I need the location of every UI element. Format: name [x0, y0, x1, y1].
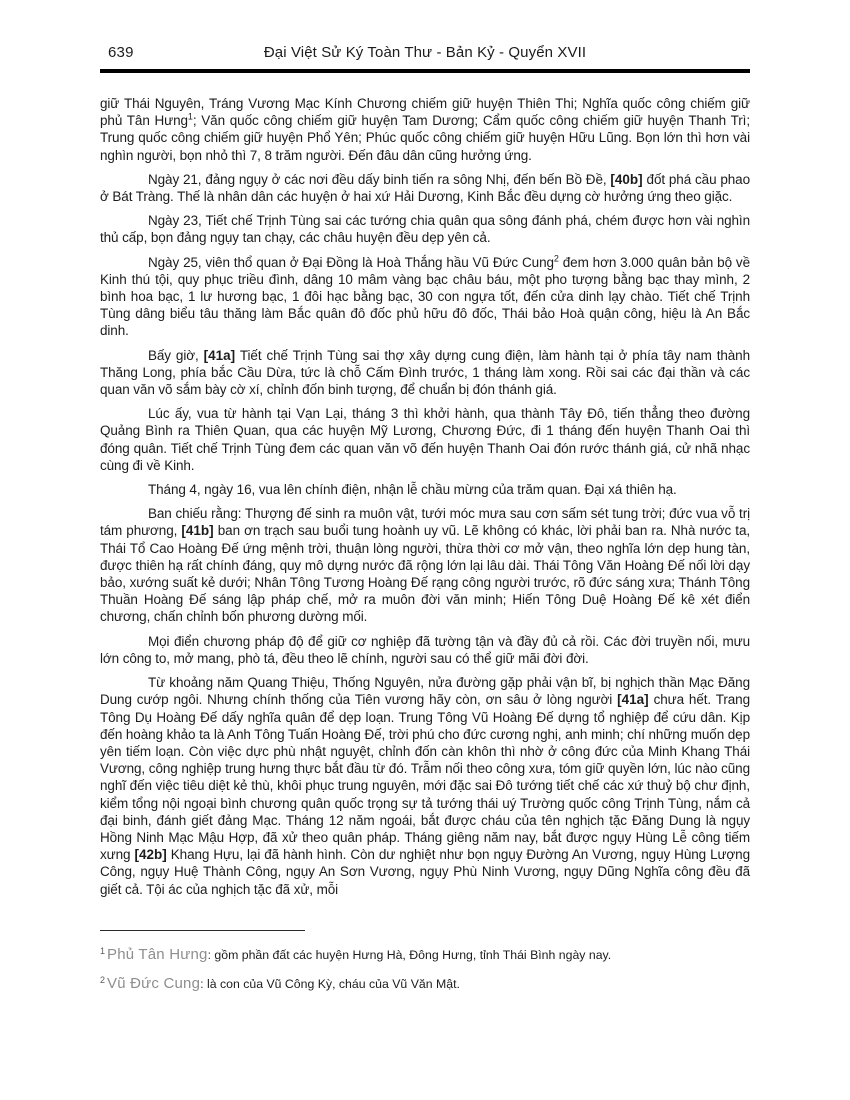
- folio-marker: [40b]: [610, 171, 643, 187]
- header-rule: [100, 69, 750, 73]
- footnote-colon: :: [200, 977, 204, 991]
- footnote: [100, 946, 750, 964]
- document-body: [100, 95, 750, 905]
- footnote: [100, 975, 750, 993]
- paragraph: [100, 171, 750, 205]
- text-run: Từ khoảng năm Quang Thiệu, Thống Nguyên, nửa đường gặp phải vận bĩ, bị nghịch thần Mạc Đăng Dung cướp ngôi. Nhưng chính thống của Tiên vương hãy còn, ơn sâu ở lòng người: [100, 675, 750, 708]
- header-row: [100, 44, 750, 64]
- page-number: 639: [108, 44, 134, 61]
- paragraph: [100, 95, 750, 164]
- footnote-number: 1: [100, 945, 106, 956]
- text-run: Tháng 4, ngày 16, vua lên chính điện, nhận lễ chầu mừng của trăm quan. Đại xá thiên hạ.: [148, 482, 677, 498]
- paragraph: [100, 633, 750, 667]
- text-run: Mọi điển chương pháp độ để giữ cơ nghiệp đã tường tận và đầy đủ cả rồi. Các đời truyền nối, mưu lớn công to, mở mang, phò tá, đều theo lẽ chính, người sau có thể giữ mãi đời đời.: [100, 633, 750, 666]
- paragraph: [100, 674, 750, 898]
- folio-marker: [42b]: [134, 847, 167, 863]
- footnote-ref: 2: [553, 253, 559, 264]
- text-run: chưa hết. Trang Tông Dụ Hoàng Đế dấy nghĩa quân để dẹp loạn. Trung Tông Vũ Hoàng Đế dựng tổ nghiệp để cứu dân. Kịp đến hoàng khảo ta là Anh Tông Tuấn Hoàng Đế, trời phú cho đức cương nghị, anh minh; chí những muốn dẹp yên tiếm loạn. Còn việc dực phù nhật nguyệt, chỉnh đốn càn khôn thì nhờ ở công đức của Minh Khang Thái Vương, công nghiệp trung hưng thực bắt đầu từ đó. Trẫm nối theo công xưa, tóm giữ quyền lớn, lúc nào cũng nghĩ đến việc tiêu diệt kẻ thù, khôi phục trung nguyên, mới đặc sai Đô tướng tiết chế các xứ thuỷ bộ chư định, kiểm tổng nội ngoại bình chương quân quốc trọng sự tả tướng thái uý Trường quốc công Trịnh Tùng, nắm cả đại binh, đánh giết đảng Mạc. Tháng 12 năm ngoái, bắt được cháu của tên nghịch tặc Đăng Dung là ngụy Hồng Ninh Mạc Mậu Hợp, đã xử theo quân pháp. Tháng giêng năm nay, bắt được ngụy Hùng Lễ công tiếm xưng: [100, 692, 750, 863]
- footnote-term: Phủ Tân Hưng: [107, 946, 208, 963]
- page-header: [100, 44, 750, 73]
- text-run: Ban chiếu rằng: Thượng đế sinh ra muôn vật, tưới móc mưa sau cơn sấm sét tung trời; đức vua vỗ trị tám phương,: [100, 506, 750, 539]
- text-run: Lúc ấy, vua từ hành tại Vạn Lại, tháng 3 thì khởi hành, qua thành Tây Đô, tiến thẳng theo đường Quảng Bình ra Thiên Quan, qua các huyện Mỹ Lương, Chương Đức, đi 1 tháng đến huyện Thanh Oai thì đóng quân. Tiết chế Trịnh Tùng đem các quan văn võ đến huyện Thanh Oai đón rước thánh giá, cử nhã nhạc cùng đi về Kinh.: [100, 406, 750, 473]
- text-run: ; Văn quốc công chiếm giữ huyện Tam Dương; Cẩm quốc công chiếm giữ huyện Thanh Trì; Trung quốc công chiếm giữ huyện Phổ Yên; Phúc quốc công chiếm giữ huyện Hữu Lũng. Bọn lớn thì hơn vài nghìn người, bọn nhỏ thì 7, 8 trăm người. Đến đâu dân cũng hưởng ứng.: [100, 113, 750, 163]
- footnote-definition: gồm phần đất các huyện Hưng Hà, Đông Hưng, tỉnh Thái Bình ngày nay.: [211, 948, 612, 962]
- footnote-rule: [100, 930, 305, 931]
- text-run: đốt phá cầu phao ở Bát Tràng. Thế là nhân dân các huyện ở hai xứ Hải Dương, Kinh Bắc đều dựng cờ hưởng ứng theo giặc.: [100, 171, 750, 205]
- footnote-term: Vũ Đức Cung: [107, 975, 201, 992]
- paragraph: [100, 254, 750, 340]
- folio-marker: [41b]: [181, 523, 214, 539]
- paragraph: [100, 212, 750, 246]
- footnote-ref: 1: [187, 111, 193, 122]
- page-title: Đại Việt Sử Ký Toàn Thư - Bản Kỷ - Quyển XVII: [263, 44, 587, 61]
- text-run: Ngày 23, Tiết chế Trịnh Tùng sai các tướng chia quân qua sông đánh phá, chém được hơn vài nghìn thủ cấp, bọn đảng ngụy tan chạy, các châu huyện đều dẹp yên cả.: [100, 213, 750, 246]
- text-run: Tiết chế Trịnh Tùng sai thợ xây dựng cung điện, làm hành tại ở phía tây nam thành Thăng Long, phía bắc Cầu Dừa, tức là chỗ Cấm Đình trước, 1 tháng làm xong. Rồi sai các đại thần và các quan văn võ sắm bày cờ xí, chỉnh đốn binh tượng, để chuẩn bị đón thánh giá.: [100, 347, 750, 398]
- folio-marker: [41a]: [617, 692, 649, 708]
- text-run: Bấy giờ,: [148, 347, 204, 363]
- footnote-colon: :: [207, 948, 211, 962]
- footnote-area: [100, 930, 750, 1004]
- paragraph: [100, 505, 750, 625]
- text-run: ban ơn trạch sau buổi tung hoành uy vũ. Lẽ không có khác, lời phải ban ra. Nhà nước ta, Thái Tổ Cao Hoàng Đế ứng mệnh trời, thuận lòng người, thừa thời cơ mở vận, theo nghĩa lớn dẹp hung tàn, được thiên hạ rất chính đáng, quy mô dựng nước đã rộng lớn lại lâu dài. Thái Tông Văn Hoàng Đế nối lời dạy bảo, xướng suất kẻ dưới; Nhân Tông Tương Hoàng Đế rạng công người trước, rõ đức sáng xưa; Thánh Tông Thuần Hoàng Đế sáng lập pháp chế, mở ra muôn đời văn minh; Hiến Tông Duệ Hoàng Đế kê xét điển chương, chấn chỉnh bốn phương dường mối.: [100, 523, 751, 625]
- text-run: đem hơn 3.000 quân bản bộ về Kinh thú tội, quy phục triều đình, dâng 10 mâm vàng bạc châu báu, một pho tượng bằng bạc thay mình, 2 bình hoa bạc, 1 lư hương bạc, 1 đôi hạc bằng bạc, 30 con ngựa tốt, đến cửa dinh lạy chào. Tiết chế Trịnh Tùng dâng biểu tâu thăng làm Bắc quân đô đốc phủ hữu đô đốc, Thái bảo Hoà quận công, hiệu là An Bắc dinh.: [100, 254, 750, 339]
- paragraph: [100, 481, 750, 498]
- text-run: Ngày 21, đảng ngụy ở các nơi đều dấy binh tiến ra sông Nhị, đến bến Bồ Đề,: [148, 171, 611, 187]
- footnote-number: 2: [100, 974, 106, 985]
- text-run: Khang Hựu, lại đã hành hình. Còn dư nghiệt như bọn ngụy Đường An Vương, ngụy Hùng Lượng Công, ngụy Huệ Thành Công, ngụy An Sơn Vương, ngụy Phù Ninh Vương, ngụy Dũng Nghĩa công đều đã giết cả. Tội ác của nghịch tặc đã xử, mỗi: [100, 847, 750, 897]
- folio-marker: [41a]: [203, 347, 236, 363]
- footnotes: [100, 946, 750, 993]
- text-run: Ngày 25, viên thổ quan ở Đại Đồng là Hoà Thắng hầu Vũ Đức Cung: [148, 254, 554, 270]
- text-run: giữ Thái Nguyên, Tráng Vương Mạc Kính Chương chiếm giữ huyện Thiên Thi; Nghĩa quốc công chiếm giữ phủ Tân Hưng: [100, 96, 750, 129]
- paragraph: [100, 405, 750, 474]
- footnote-definition: là con của Vũ Công Kỳ, cháu của Vũ Văn Mật.: [203, 977, 460, 991]
- paragraph: [100, 347, 750, 399]
